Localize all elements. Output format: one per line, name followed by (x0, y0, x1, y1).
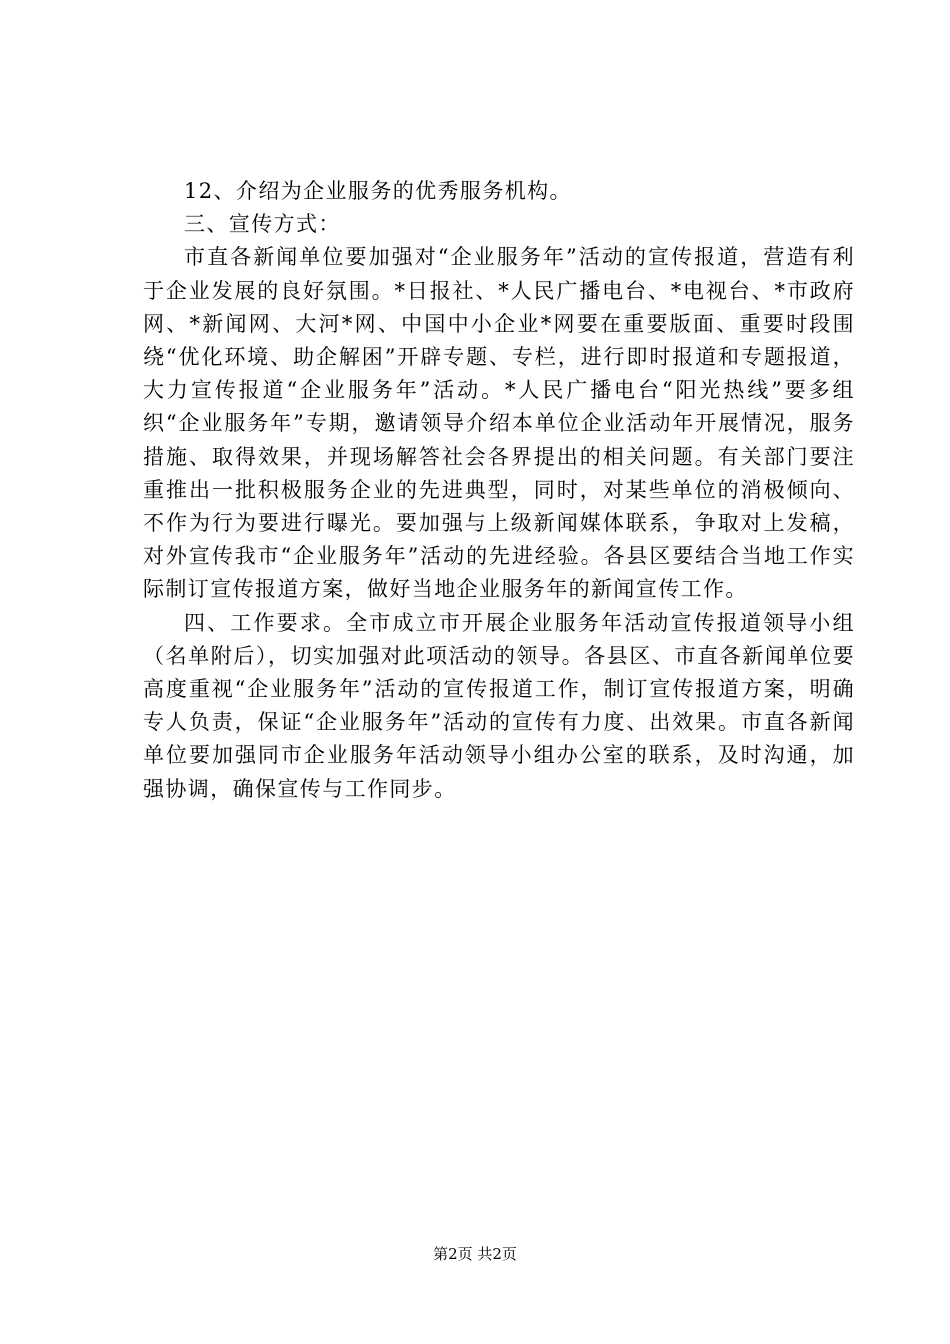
paragraph-item-12: 12、介绍为企业服务的优秀服务机构。 (184, 179, 572, 203)
section-heading-publicity-methods: 三、宣传方式： (184, 212, 341, 237)
page-footer: 第2页 共2页 (433, 1245, 517, 1263)
paragraph-publicity-methods: 市直各新闻单位要加强对“企业服务年”活动的宣传报道，营造有利于企业发展的良好氛围。*日报社、*人民广播电台、*电视台、*市政府网、*新闻网、大河*网、中国中小企业*网要在重要版面、重要时段围绕“优化环境、助企解困”开辟专题、专栏，进行即时报道和专题报道，大力宣传报道“企业服务年”活动。*人民广播电台“阳光热线”要多组织“企业服务年”专期，邀请领导介绍本单位企业活动年开展情况，服务措施、取得效果，并现场解答社会各界提出的相关问题。有关部门要注重推出一批积极服务企业的先进典型，同时，对某些单位的消极倾向、不作为行为要进行曝光。要加强与上级新闻媒体联系，争取对上发稿，对外宣传我市“企业服务年”活动的先进经验。各县区要结合当地工作实际制订宣传报道方案，做好当地企业服务年的新闻宣传工作。 (143, 245, 855, 602)
document-body (143, 175, 855, 806)
paragraph-work-requirements: 四、工作要求。全市成立市开展企业服务年活动宣传报道领导小组（名单附后），切实加强对此项活动的领导。各县区、市直各新闻单位要高度重视“企业服务年”活动的宣传报道工作，制订宣传报道方案，明确专人负责，保证“企业服务年”活动的宣传有力度、出效果。市直各新闻单位要加强同市企业服务年活动领导小组办公室的联系，及时沟通，加强协调，确保宣传与工作同步。 (143, 610, 855, 801)
